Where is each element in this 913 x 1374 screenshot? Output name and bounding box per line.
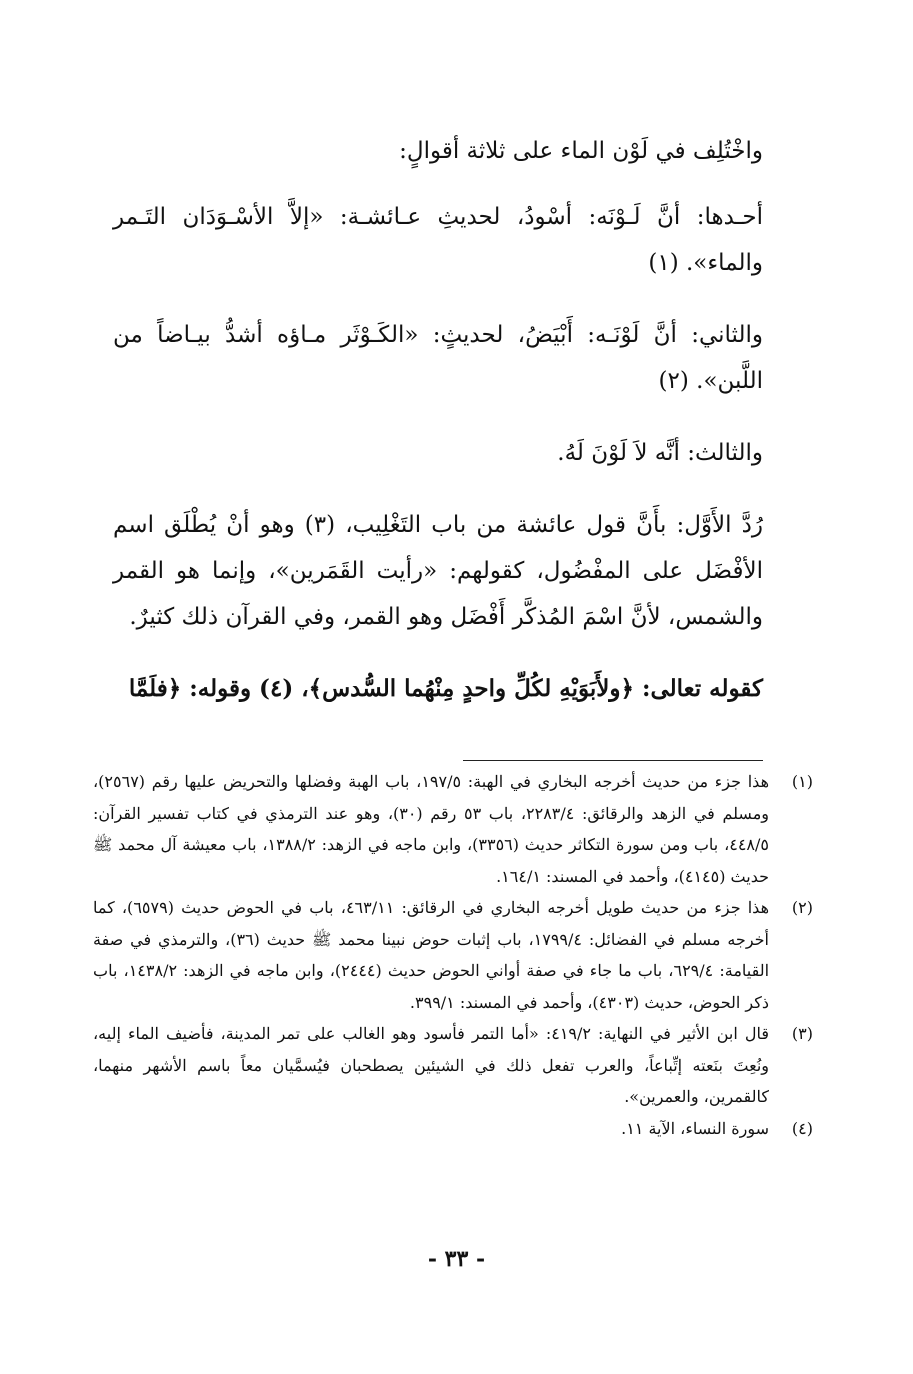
third-opinion-paragraph: والثالث: أنَّه لاَ لَوْنَ لَهُ. <box>557 440 763 466</box>
footnote-text: سورة النساء، الآية ١١. <box>621 1118 769 1138</box>
main-text <box>113 128 763 738</box>
footnote-text: هذا جزء من حديث أخرجه البخاري في الهبة: ١٩٧/٥، باب الهبة وفضلها والتحريض عليها رقم (٢٥٦٧)، ومسلم في الزهد والرقائق: ٢٢٨٣/٤، باب ٥٣ رقم (٣٠)، وهو عند الترمذي في كتاب تفسير القرآن: ٤٤٨/٥، باب ومن سورة التكاثر حديث (٣٣٥٦)، وابن ماجه في الزهد: ١٣٨٨/٢، باب معيشة آل محمد ﷺ حديث (٤١٤٥)، وأحمد في المسند: ١٦٤/١. <box>93 772 770 886</box>
page-number: - ٣٣ - <box>427 1246 486 1272</box>
intro-paragraph: واخْتُلِف في لَوْن الماء على ثلاثة أقوالٍ: <box>399 138 763 164</box>
footnote-number: (١) <box>791 772 813 791</box>
footnote-number: (٣) <box>791 1024 813 1043</box>
footnote-number: (٤) <box>791 1118 813 1138</box>
footnote-number: (٢) <box>791 898 813 917</box>
rebuttal-paragraph: رُدَّ الأَوَّل: بأَنَّ قول عائشة من باب التَغْلِيب، (٣) وهو أنْ يُطْلَق اسم الأفْضَل على المفْضُول، كقولهم: «رأيت القَمَرين»، وإنما هو القمر والشمس، لأنَّ اسْمَ المُذكَّر أَفْضَل وهو القمر، وفي القرآن ذلك كثيرٌ. <box>113 512 763 630</box>
footnote-1 <box>93 766 813 892</box>
footnote-text: قال ابن الأثير في النهاية: ٤١٩/٢: «أما التمر فأسود وهو الغالب على تمر المدينة، فأضيف الماء إليه، ونُعِتَ بنَعته إتِّباعاً، والعرب تفعل ذلك في الشيئين يصطحبان فيُسمَّيان معاً باسم الأشهر منهما، كالقمرين، والعمرين». <box>93 1024 769 1106</box>
footnotes <box>93 766 813 1144</box>
second-opinion-paragraph: والثاني: أنَّ لَوْنَـه: أَبْيَضُ، لحديثٍ: «الكَـوْثَر مـاؤه أشدُّ بيـاضاً من اللَّبن». (٢) <box>113 322 763 394</box>
footnote-2 <box>93 892 813 1018</box>
footnote-text: هذا جزء من حديث طويل أخرجه البخاري في الرقائق: ٤٦٣/١١، باب في الحوض حديث (٦٥٧٩)، كما أخرجه مسلم في الفضائل: ١٧٩٩/٤، باب إثبات حوض نبينا محمد ﷺ حديث (٣٦)، والترمذي في صفة القيامة: ٦٢٩/٤، باب ما جاء في صفة أواني الحوض حديث (٢٤٤٤)، وابن ماجه في الزهد: ١٤٣٨/٢، باب ذكر الحوض، حديث (٤٣٠٣)، وأحمد في المسند: ٣٩٩/١. <box>93 898 770 1012</box>
first-opinion-paragraph: أحـدها: أنَّ لَـوْنَه: أسْودُ، لحديثِ عـائشـة: «إلاَّ الأسْـوَدَان التَـمر والماء». (١) <box>113 204 763 276</box>
footnote-3 <box>93 1018 813 1113</box>
footnote-4 <box>93 1113 813 1145</box>
quran-citation-paragraph: كقوله تعالى: ﴿ولأَبَوَيْهِ لكُلِّ واحدٍ مِنْهُما السُّدس﴾، (٤) وقوله: ﴿فلَمَّا <box>128 675 763 702</box>
footnote-divider <box>463 760 763 761</box>
